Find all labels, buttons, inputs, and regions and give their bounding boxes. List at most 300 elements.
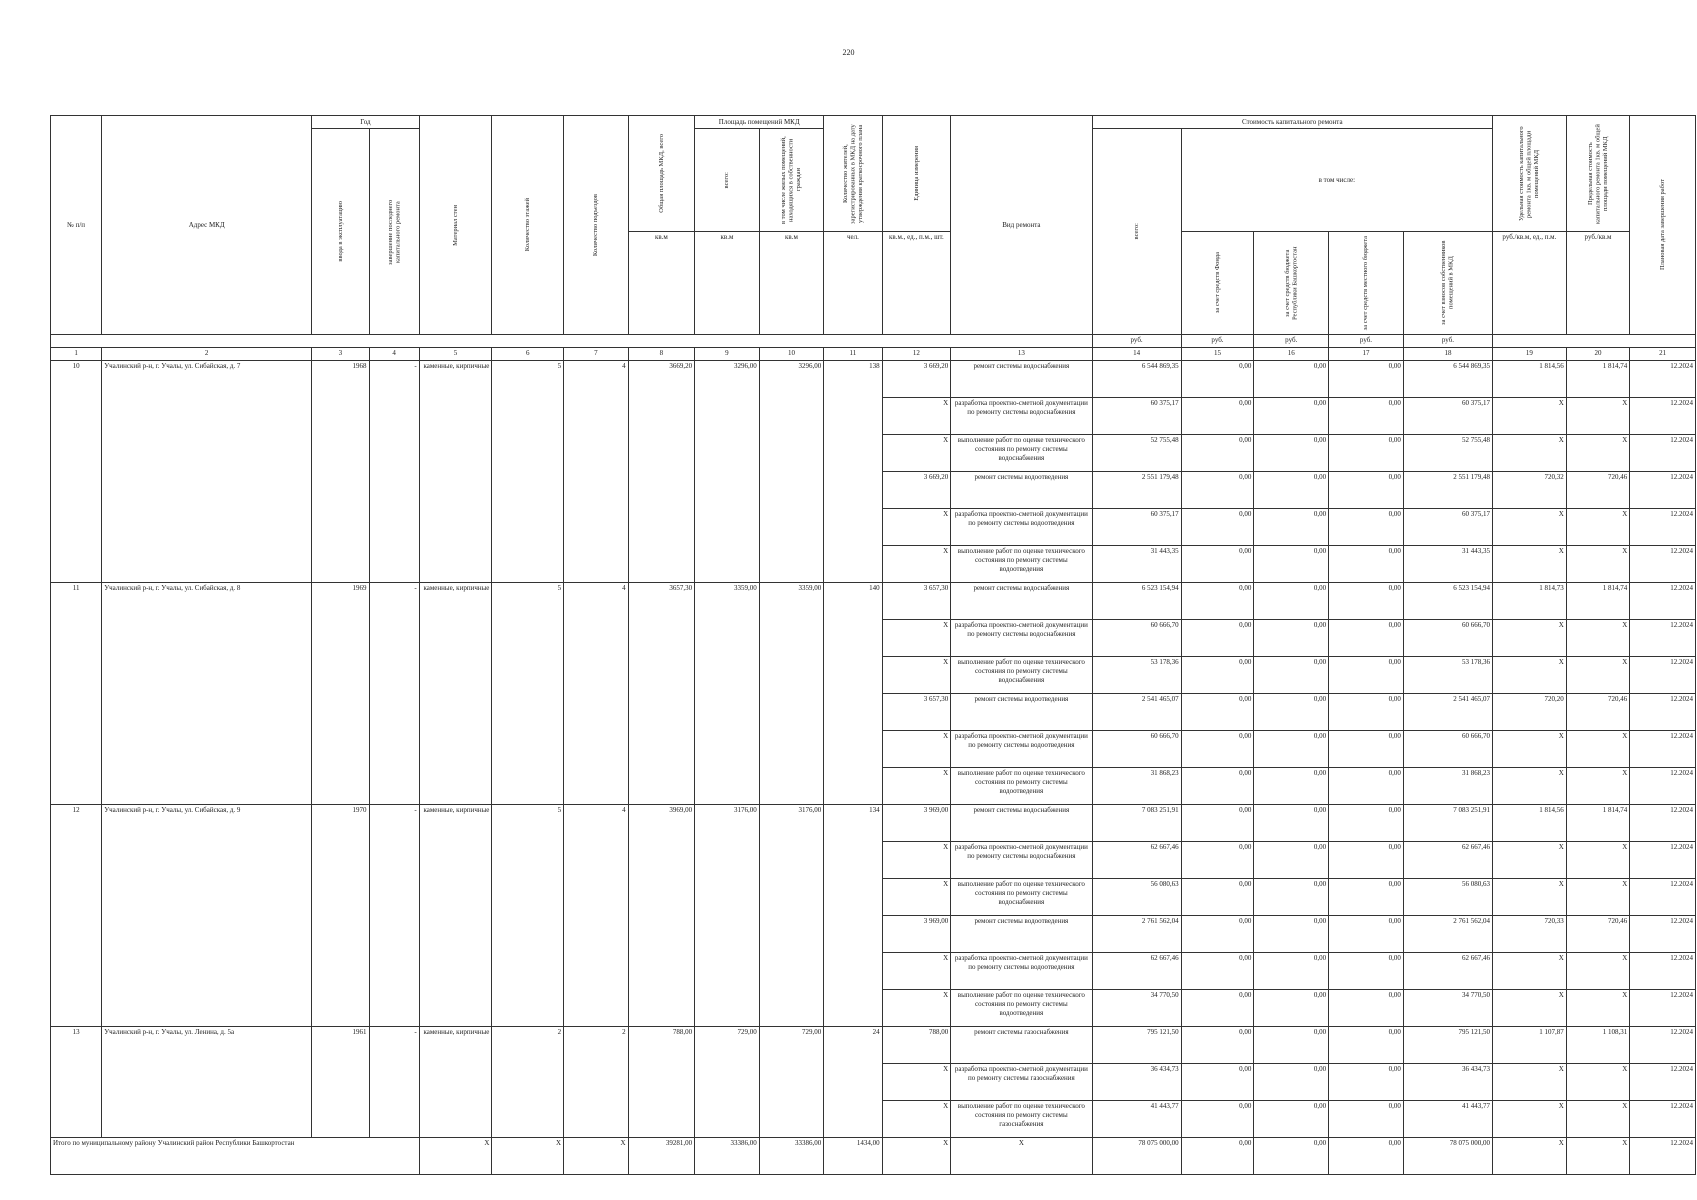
work-unit: X — [882, 731, 951, 768]
total-area: 39281,00 — [628, 1138, 695, 1175]
work-unit: X — [882, 546, 951, 583]
cost-fund: 0,00 — [1181, 472, 1254, 509]
work-type: разработка проектно-сметной документации по ремонту системы водоотведения — [951, 731, 1092, 768]
deadline: 12.2024 — [1630, 1027, 1696, 1064]
cost-total: 795 121,50 — [1092, 1027, 1181, 1064]
specific-cost: 1 814,73 — [1493, 583, 1567, 620]
column-number-cell: 18 — [1403, 348, 1492, 361]
col-entrances-header: Количество подъездов — [592, 193, 600, 257]
specific-cost: X — [1493, 398, 1567, 435]
deadline: 12.2024 — [1630, 472, 1696, 509]
col-deadline-header: Плановая дата завершения работ — [1658, 179, 1666, 271]
cost-fund: 0,00 — [1181, 731, 1254, 768]
max-cost: X — [1566, 620, 1630, 657]
year-commission: 1969 — [312, 583, 369, 805]
total-material: X — [419, 1138, 492, 1175]
cost-republic: 0,00 — [1254, 805, 1329, 842]
unit-cell: руб. — [1181, 335, 1254, 348]
cost-republic: 0,00 — [1254, 398, 1329, 435]
max-cost: 1 814,74 — [1566, 361, 1630, 398]
cost-total: 60 666,70 — [1092, 731, 1181, 768]
deadline: 12.2024 — [1630, 694, 1696, 731]
cost-total: 41 443,77 — [1092, 1101, 1181, 1138]
column-number-cell: 2 — [102, 348, 312, 361]
total-deadline: 12.2024 — [1630, 1138, 1696, 1175]
deadline: 12.2024 — [1630, 879, 1696, 916]
work-type: выполнение работ по оценке технического состояния по ремонту системы водоснабжения — [951, 657, 1092, 694]
cost-total: 34 770,50 — [1092, 990, 1181, 1027]
total-unit: X — [882, 1138, 951, 1175]
entrances-count: 2 — [564, 1027, 629, 1138]
cost-total: 2 541 465,07 — [1092, 694, 1181, 731]
year-commission: 1961 — [312, 1027, 369, 1138]
area-residential: 3296,00 — [759, 361, 824, 583]
cost-local: 0,00 — [1329, 398, 1404, 435]
year-last-repair: - — [369, 583, 419, 805]
cost-fund: 0,00 — [1181, 1064, 1254, 1101]
cost-total: 31 443,35 — [1092, 546, 1181, 583]
cost-total: 52 755,48 — [1092, 435, 1181, 472]
work-type: разработка проектно-сметной документации по ремонту системы водоснабжения — [951, 842, 1092, 879]
cost-republic: 0,00 — [1254, 546, 1329, 583]
cost-republic: 0,00 — [1254, 1064, 1329, 1101]
cost-fund: 0,00 — [1181, 953, 1254, 990]
floors-count: 5 — [492, 583, 564, 805]
cost-owners: 795 121,50 — [1403, 1027, 1492, 1064]
cost-fund: 0,00 — [1181, 509, 1254, 546]
cost-local: 0,00 — [1329, 620, 1404, 657]
area-all: 3296,00 — [695, 361, 760, 583]
specific-cost: 720,20 — [1493, 694, 1567, 731]
cost-owners: 6 523 154,94 — [1403, 583, 1492, 620]
cost-owners: 60 375,17 — [1403, 398, 1492, 435]
column-number-cell: 11 — [824, 348, 882, 361]
max-cost: 1 814,74 — [1566, 583, 1630, 620]
deadline: 12.2024 — [1630, 768, 1696, 805]
max-cost: X — [1566, 953, 1630, 990]
cost-local: 0,00 — [1329, 731, 1404, 768]
cost-republic: 0,00 — [1254, 435, 1329, 472]
total-row — [51, 1138, 1696, 1175]
work-type: разработка проектно-сметной документации по ремонту системы водоотведения — [951, 953, 1092, 990]
cost-fund: 0,00 — [1181, 546, 1254, 583]
cost-fund: 0,00 — [1181, 805, 1254, 842]
unit-cell: кв.м — [695, 232, 760, 335]
cost-republic: 0,00 — [1254, 953, 1329, 990]
cost-owners: 41 443,77 — [1403, 1101, 1492, 1138]
work-unit: X — [882, 1064, 951, 1101]
specific-cost: X — [1493, 990, 1567, 1027]
total-cost-owners: 78 075 000,00 — [1403, 1138, 1492, 1175]
total-max-cost: X — [1566, 1138, 1630, 1175]
year-commission: 1968 — [312, 361, 369, 583]
specific-cost: X — [1493, 842, 1567, 879]
deadline: 12.2024 — [1630, 620, 1696, 657]
cost-local: 0,00 — [1329, 879, 1404, 916]
specific-cost: X — [1493, 953, 1567, 990]
max-cost: X — [1566, 842, 1630, 879]
specific-cost: X — [1493, 620, 1567, 657]
floors-count: 5 — [492, 805, 564, 1027]
cost-fund: 0,00 — [1181, 361, 1254, 398]
floors-count: 5 — [492, 361, 564, 583]
max-cost: X — [1566, 546, 1630, 583]
work-unit: 3 669,20 — [882, 472, 951, 509]
deadline: 12.2024 — [1630, 842, 1696, 879]
work-unit: X — [882, 842, 951, 879]
cost-owners: 62 667,46 — [1403, 842, 1492, 879]
cost-local: 0,00 — [1329, 694, 1404, 731]
cost-local: 0,00 — [1329, 768, 1404, 805]
deadline: 12.2024 — [1630, 509, 1696, 546]
work-type: ремонт системы водоснабжения — [951, 361, 1092, 398]
cost-republic: 0,00 — [1254, 694, 1329, 731]
wall-material: каменные, кирпичные — [419, 361, 492, 583]
cost-fund: 0,00 — [1181, 842, 1254, 879]
work-unit: 3 657,30 — [882, 583, 951, 620]
total-cost-fund: 0,00 — [1181, 1138, 1254, 1175]
specific-cost: 720,32 — [1493, 472, 1567, 509]
specific-cost: X — [1493, 879, 1567, 916]
cost-owners: 36 434,73 — [1403, 1064, 1492, 1101]
area-residential: 3176,00 — [759, 805, 824, 1027]
total-area: 3669,20 — [628, 361, 695, 583]
entrances-count: 4 — [564, 583, 629, 805]
cost-owners: 31 868,23 — [1403, 768, 1492, 805]
max-cost: X — [1566, 398, 1630, 435]
cost-fund: 0,00 — [1181, 879, 1254, 916]
total-label: Итого по муниципальному району Учалинский район Республики Башкортостан — [51, 1138, 420, 1175]
cost-total: 6 544 869,35 — [1092, 361, 1181, 398]
floors-count: 2 — [492, 1027, 564, 1138]
col-year-commission-header: ввода в эксплуатацию — [336, 201, 344, 262]
work-unit: X — [882, 435, 951, 472]
column-number-cell: 20 — [1566, 348, 1630, 361]
header-row-1 — [51, 116, 1696, 129]
work-type: ремонт системы водоснабжения — [951, 583, 1092, 620]
cost-owners: 6 544 869,35 — [1403, 361, 1492, 398]
deadline: 12.2024 — [1630, 990, 1696, 1027]
column-number-cell: 5 — [419, 348, 492, 361]
work-unit: X — [882, 657, 951, 694]
cost-republic: 0,00 — [1254, 1101, 1329, 1138]
max-cost: 720,46 — [1566, 694, 1630, 731]
work-type: выполнение работ по оценке технического состояния по ремонту системы водоотведения — [951, 546, 1092, 583]
column-number-cell: 21 — [1630, 348, 1696, 361]
cost-local: 0,00 — [1329, 842, 1404, 879]
max-cost: 1 108,31 — [1566, 1027, 1630, 1064]
cost-republic: 0,00 — [1254, 731, 1329, 768]
deadline: 12.2024 — [1630, 953, 1696, 990]
work-unit: X — [882, 620, 951, 657]
work-type: выполнение работ по оценке технического состояния по ремонту системы водоотведения — [951, 990, 1092, 1027]
cost-owners: 31 443,35 — [1403, 546, 1492, 583]
cost-republic: 0,00 — [1254, 1027, 1329, 1064]
table-row — [51, 361, 1696, 398]
house-number: 12 — [51, 805, 102, 1027]
capital-repair-table — [50, 115, 1696, 1175]
cost-total: 62 667,46 — [1092, 842, 1181, 879]
cost-local: 0,00 — [1329, 546, 1404, 583]
work-type: ремонт системы водоотведения — [951, 472, 1092, 509]
cost-total: 62 667,46 — [1092, 953, 1181, 990]
deadline: 12.2024 — [1630, 583, 1696, 620]
cost-republic: 0,00 — [1254, 620, 1329, 657]
residents-count: 24 — [824, 1027, 882, 1138]
col-cost-group-header: Стоимость капитального ремонта — [1092, 116, 1493, 129]
wall-material: каменные, кирпичные — [419, 1027, 492, 1138]
specific-cost: 1 107,87 — [1493, 1027, 1567, 1064]
total-cost-local: 0,00 — [1329, 1138, 1404, 1175]
col-unit-header: Единица измерения — [912, 146, 920, 201]
cost-owners: 56 080,63 — [1403, 879, 1492, 916]
cost-republic: 0,00 — [1254, 361, 1329, 398]
work-unit: X — [882, 398, 951, 435]
units-row-costs — [51, 335, 1696, 348]
residents-count: 138 — [824, 361, 882, 583]
max-cost: X — [1566, 731, 1630, 768]
work-unit: X — [882, 768, 951, 805]
work-unit: 3 657,30 — [882, 694, 951, 731]
work-unit: 788,00 — [882, 1027, 951, 1064]
deadline: 12.2024 — [1630, 398, 1696, 435]
col-cost-republic-header: за счет средств бюджета Республики Башкортостан — [1283, 246, 1299, 320]
cost-republic: 0,00 — [1254, 583, 1329, 620]
area-all: 729,00 — [695, 1027, 760, 1138]
cost-local: 0,00 — [1329, 1064, 1404, 1101]
column-number-cell: 14 — [1092, 348, 1181, 361]
specific-cost: X — [1493, 435, 1567, 472]
col-cost-local-header: за счет средств местного бюджета — [1362, 235, 1370, 331]
cost-local: 0,00 — [1329, 805, 1404, 842]
wall-material: каменные, кирпичные — [419, 583, 492, 805]
cost-republic: 0,00 — [1254, 916, 1329, 953]
work-unit: 3 669,20 — [882, 361, 951, 398]
col-incl-header: в том числе: — [1181, 129, 1492, 232]
cost-fund: 0,00 — [1181, 398, 1254, 435]
unit-cell: чел. — [824, 232, 882, 335]
area-residential: 3359,00 — [759, 583, 824, 805]
cost-republic: 0,00 — [1254, 509, 1329, 546]
col-cost-fund-header: за счет средств Фонда — [1213, 252, 1221, 314]
work-type: ремонт системы водоотведения — [951, 916, 1092, 953]
work-type: выполнение работ по оценке технического состояния по ремонту системы водоснабжения — [951, 879, 1092, 916]
entrances-count: 4 — [564, 361, 629, 583]
work-unit: X — [882, 509, 951, 546]
max-cost: X — [1566, 879, 1630, 916]
column-number-cell: 7 — [564, 348, 629, 361]
cost-fund: 0,00 — [1181, 620, 1254, 657]
cost-republic: 0,00 — [1254, 879, 1329, 916]
column-number-cell: 19 — [1493, 348, 1567, 361]
cost-fund: 0,00 — [1181, 657, 1254, 694]
cost-owners: 60 666,70 — [1403, 620, 1492, 657]
col-last-repair-header: завершение последнего капитального ремонта — [386, 198, 402, 265]
specific-cost: X — [1493, 657, 1567, 694]
col-floors-header: Количество этажей — [524, 198, 531, 252]
col-area-residential-header: в том числе жилых помещений, находящихся в собственности граждан — [780, 136, 803, 224]
cost-local: 0,00 — [1329, 472, 1404, 509]
cost-total: 2 761 562,04 — [1092, 916, 1181, 953]
cost-fund: 0,00 — [1181, 694, 1254, 731]
cost-local: 0,00 — [1329, 435, 1404, 472]
work-type: выполнение работ по оценке технического состояния по ремонту системы газоснабжения — [951, 1101, 1092, 1138]
year-commission: 1970 — [312, 805, 369, 1027]
cost-owners: 2 551 179,48 — [1403, 472, 1492, 509]
house-number: 10 — [51, 361, 102, 583]
deadline: 12.2024 — [1630, 1064, 1696, 1101]
max-cost: X — [1566, 990, 1630, 1027]
column-number-cell: 10 — [759, 348, 824, 361]
cost-fund: 0,00 — [1181, 1027, 1254, 1064]
house-address: Учалинский р-н, г. Учалы, ул. Сибайская, д. 7 — [102, 361, 312, 583]
table-row — [51, 1027, 1696, 1064]
cost-local: 0,00 — [1329, 583, 1404, 620]
column-number-cell: 3 — [312, 348, 369, 361]
cost-local: 0,00 — [1329, 509, 1404, 546]
col-specific-cost-header: Удельная стоимость капитального ремонта 1кв. м общей площади помещений МКД — [1518, 126, 1541, 221]
unit-cell: руб. — [1403, 335, 1492, 348]
cost-total: 7 083 251,91 — [1092, 805, 1181, 842]
total-area: 788,00 — [628, 1027, 695, 1138]
year-last-repair: - — [369, 361, 419, 583]
max-cost: X — [1566, 768, 1630, 805]
work-type: выполнение работ по оценке технического состояния по ремонту системы водоотведения — [951, 768, 1092, 805]
area-all: 3359,00 — [695, 583, 760, 805]
cost-total: 53 178,36 — [1092, 657, 1181, 694]
wall-material: каменные, кирпичные — [419, 805, 492, 1027]
area-all: 3176,00 — [695, 805, 760, 1027]
col-address-header: Адрес МКД — [102, 116, 312, 335]
specific-cost: X — [1493, 509, 1567, 546]
col-year-group-header: Год — [312, 116, 420, 129]
cost-local: 0,00 — [1329, 916, 1404, 953]
specific-cost: 1 814,56 — [1493, 361, 1567, 398]
cost-local: 0,00 — [1329, 1101, 1404, 1138]
max-cost: 720,46 — [1566, 916, 1630, 953]
specific-cost: X — [1493, 1101, 1567, 1138]
total-residents: 1434,00 — [824, 1138, 882, 1175]
cost-republic: 0,00 — [1254, 990, 1329, 1027]
work-type: разработка проектно-сметной документации по ремонту системы водоснабжения — [951, 620, 1092, 657]
cost-total: 2 551 179,48 — [1092, 472, 1181, 509]
specific-cost: X — [1493, 731, 1567, 768]
column-number-cell: 17 — [1329, 348, 1404, 361]
col-residents-header: Количество жителей, зарегистрированных в МКД на дату утверждения краткосрочного плана — [841, 123, 864, 224]
cost-owners: 60 375,17 — [1403, 509, 1492, 546]
unit-cell: руб./кв.м, ед., п.м. — [1493, 232, 1567, 335]
column-number-cell: 12 — [882, 348, 951, 361]
work-unit: 3 969,00 — [882, 805, 951, 842]
cost-fund: 0,00 — [1181, 916, 1254, 953]
cost-republic: 0,00 — [1254, 657, 1329, 694]
residents-count: 134 — [824, 805, 882, 1027]
cost-republic: 0,00 — [1254, 768, 1329, 805]
col-material-header: Материал стен — [451, 204, 459, 246]
year-last-repair: - — [369, 1027, 419, 1138]
cost-fund: 0,00 — [1181, 583, 1254, 620]
max-cost: X — [1566, 1064, 1630, 1101]
max-cost: X — [1566, 1101, 1630, 1138]
deadline: 12.2024 — [1630, 1101, 1696, 1138]
cost-owners: 60 666,70 — [1403, 731, 1492, 768]
cost-total: 36 434,73 — [1092, 1064, 1181, 1101]
max-cost: 1 814,74 — [1566, 805, 1630, 842]
cost-fund: 0,00 — [1181, 990, 1254, 1027]
max-cost: X — [1566, 509, 1630, 546]
specific-cost: X — [1493, 1064, 1567, 1101]
col-max-cost-header: Предельная стоимость капитального ремонта 1кв. м общей площади помещений МКД — [1586, 123, 1609, 224]
table-row — [51, 583, 1696, 620]
house-address: Учалинский р-н, г. Учалы, ул. Сибайская, д. 8 — [102, 583, 312, 805]
residents-count: 140 — [824, 583, 882, 805]
total-floors: X — [492, 1138, 564, 1175]
total-cost: 78 075 000,00 — [1092, 1138, 1181, 1175]
cost-owners: 34 770,50 — [1403, 990, 1492, 1027]
house-number: 13 — [51, 1027, 102, 1138]
cost-fund: 0,00 — [1181, 768, 1254, 805]
deadline: 12.2024 — [1630, 435, 1696, 472]
work-type: ремонт системы водоотведения — [951, 694, 1092, 731]
table-row — [51, 805, 1696, 842]
cost-owners: 62 667,46 — [1403, 953, 1492, 990]
page-number: 220 — [842, 48, 855, 57]
cost-fund: 0,00 — [1181, 435, 1254, 472]
cost-owners: 2 541 465,07 — [1403, 694, 1492, 731]
total-work-type: X — [951, 1138, 1092, 1175]
total-cost-republic: 0,00 — [1254, 1138, 1329, 1175]
year-last-repair: - — [369, 805, 419, 1027]
unit-cell: руб. — [1329, 335, 1404, 348]
column-number-cell: 9 — [695, 348, 760, 361]
column-number-cell: 16 — [1254, 348, 1329, 361]
unit-cell: руб. — [1092, 335, 1181, 348]
column-number-cell: 8 — [628, 348, 695, 361]
col-work-type-header: Вид ремонта — [951, 116, 1092, 335]
cost-owners: 52 755,48 — [1403, 435, 1492, 472]
cost-republic: 0,00 — [1254, 472, 1329, 509]
column-number-cell: 13 — [951, 348, 1092, 361]
specific-cost: 1 814,56 — [1493, 805, 1567, 842]
deadline: 12.2024 — [1630, 805, 1696, 842]
col-cost-owners-header: за счет взносов собственников помещений в МКД — [1440, 240, 1455, 326]
cost-owners: 53 178,36 — [1403, 657, 1492, 694]
deadline: 12.2024 — [1630, 916, 1696, 953]
cost-local: 0,00 — [1329, 1027, 1404, 1064]
cost-total: 6 523 154,94 — [1092, 583, 1181, 620]
unit-cell: руб./кв.м — [1566, 232, 1630, 335]
work-unit: X — [882, 953, 951, 990]
total-area: 3657,30 — [628, 583, 695, 805]
cost-total: 60 375,17 — [1092, 509, 1181, 546]
cost-local: 0,00 — [1329, 657, 1404, 694]
work-type: разработка проектно-сметной документации по ремонту системы водоотведения — [951, 509, 1092, 546]
unit-cell: кв.м — [759, 232, 824, 335]
total-entrances: X — [564, 1138, 629, 1175]
deadline: 12.2024 — [1630, 731, 1696, 768]
cost-total: 60 666,70 — [1092, 620, 1181, 657]
work-type: разработка проектно-сметной документации по ремонту системы газоснабжения — [951, 1064, 1092, 1101]
specific-cost: 720,33 — [1493, 916, 1567, 953]
work-unit: X — [882, 879, 951, 916]
unit-cell: кв.м., ед., п.м., шт. — [882, 232, 951, 335]
column-number-cell: 4 — [369, 348, 419, 361]
work-unit: X — [882, 990, 951, 1027]
col-num-header: № п/п — [51, 116, 102, 335]
column-numbers-row — [51, 348, 1696, 361]
cost-total: 31 868,23 — [1092, 768, 1181, 805]
deadline: 12.2024 — [1630, 546, 1696, 583]
